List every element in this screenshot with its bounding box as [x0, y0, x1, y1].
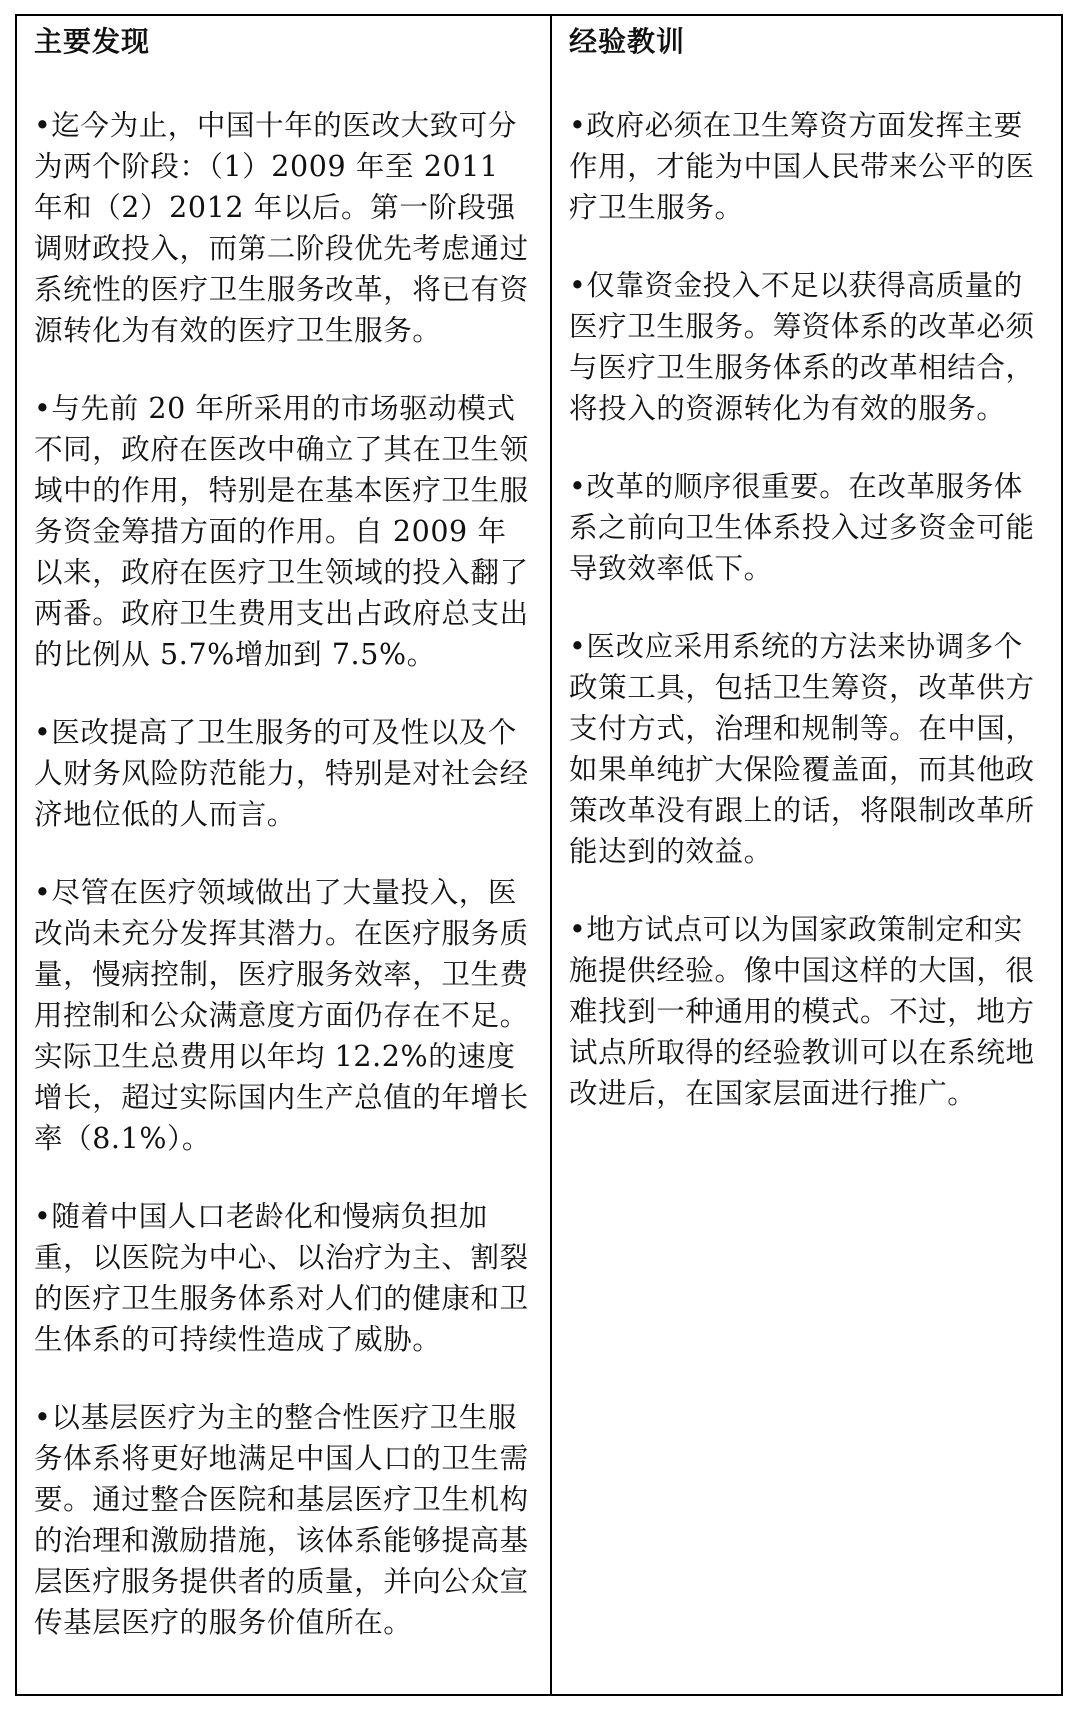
lessons-column: [552, 16, 1061, 1694]
lesson-paragraph: •医改应采用系统的方法来协调多个政策工具，包括卫生筹资，改革供方支付方式，治理和规制等。在中国，如果单纯扩大保险覆盖面，而其他政策改革没有跟上的话，将限制改革所能达到的效益。: [569, 630, 1035, 868]
finding-paragraph: •随着中国人口老龄化和慢病负担加重，以医院为中心、以治疗为主、割裂的医疗卫生服务体系对人们的健康和卫生体系的可持续性造成了威胁。: [34, 1200, 529, 1356]
lessons-heading: 经验教训: [569, 25, 686, 58]
main-findings-heading: 主要发现: [34, 25, 151, 58]
finding-paragraph: •以基层医疗为主的整合性医疗卫生服务体系将更好地满足中国人口的卫生需要。通过整合医院和基层医疗卫生机构的治理和激励措施，该体系能够提高基层医疗服务提供者的质量，并向公众宣传基层医疗的服务价值所在。: [34, 1401, 529, 1639]
lesson-paragraph: •仅靠资金投入不足以获得高质量的医疗卫生服务。筹资体系的改革必须与医疗卫生服务体系的改革相结合，将投入的资源转化为有效的服务。: [569, 269, 1035, 425]
finding-paragraph: •迄今为止，中国十年的医改大致可分为两个阶段：（1）2009 年至 2011 年和（2）2012 年以后。第一阶段强调财政投入，而第二阶段优先考虑通过系统性的医疗卫生服务改革，将已有资源转化为有效的医疗卫生服务。: [34, 109, 529, 347]
main-findings-column: [17, 16, 552, 1694]
lesson-paragraph: •改革的顺序很重要。在改革服务体系之前向卫生体系投入过多资金可能导致效率低下。: [569, 470, 1035, 585]
lesson-paragraph: •地方试点可以为国家政策制定和实施提供经验。像中国这样的大国，很难找到一种通用的模式。不过，地方试点所取得的经验教训可以在系统地改进后，在国家层面进行推广。: [569, 913, 1035, 1110]
finding-paragraph: •医改提高了卫生服务的可及性以及个人财务风险防范能力，特别是对社会经济地位低的人而言。: [34, 716, 529, 831]
lesson-paragraph: •政府必须在卫生筹资方面发挥主要作用，才能为中国人民带来公平的医疗卫生服务。: [569, 109, 1035, 224]
finding-paragraph: •与先前 20 年所采用的市场驱动模式不同，政府在医改中确立了其在卫生领域中的作用，特别是在基本医疗卫生服务资金筹措方面的作用。自 2009 年以来，政府在医疗卫生领域的投入翻了两番。政府卫生费用支出占政府总支出的比例从 5.7%增加到 7.5%。: [34, 392, 529, 671]
findings-lessons-table: [15, 14, 1063, 1696]
finding-paragraph: •尽管在医疗领域做出了大量投入，医改尚未充分发挥其潜力。在医疗服务质量，慢病控制，医疗服务效率，卫生费用控制和公众满意度方面仍存在不足。实际卫生总费用以年均 12.2%的速度增长，超过实际国内生产总值的年增长率（8.1%）。: [34, 876, 529, 1155]
